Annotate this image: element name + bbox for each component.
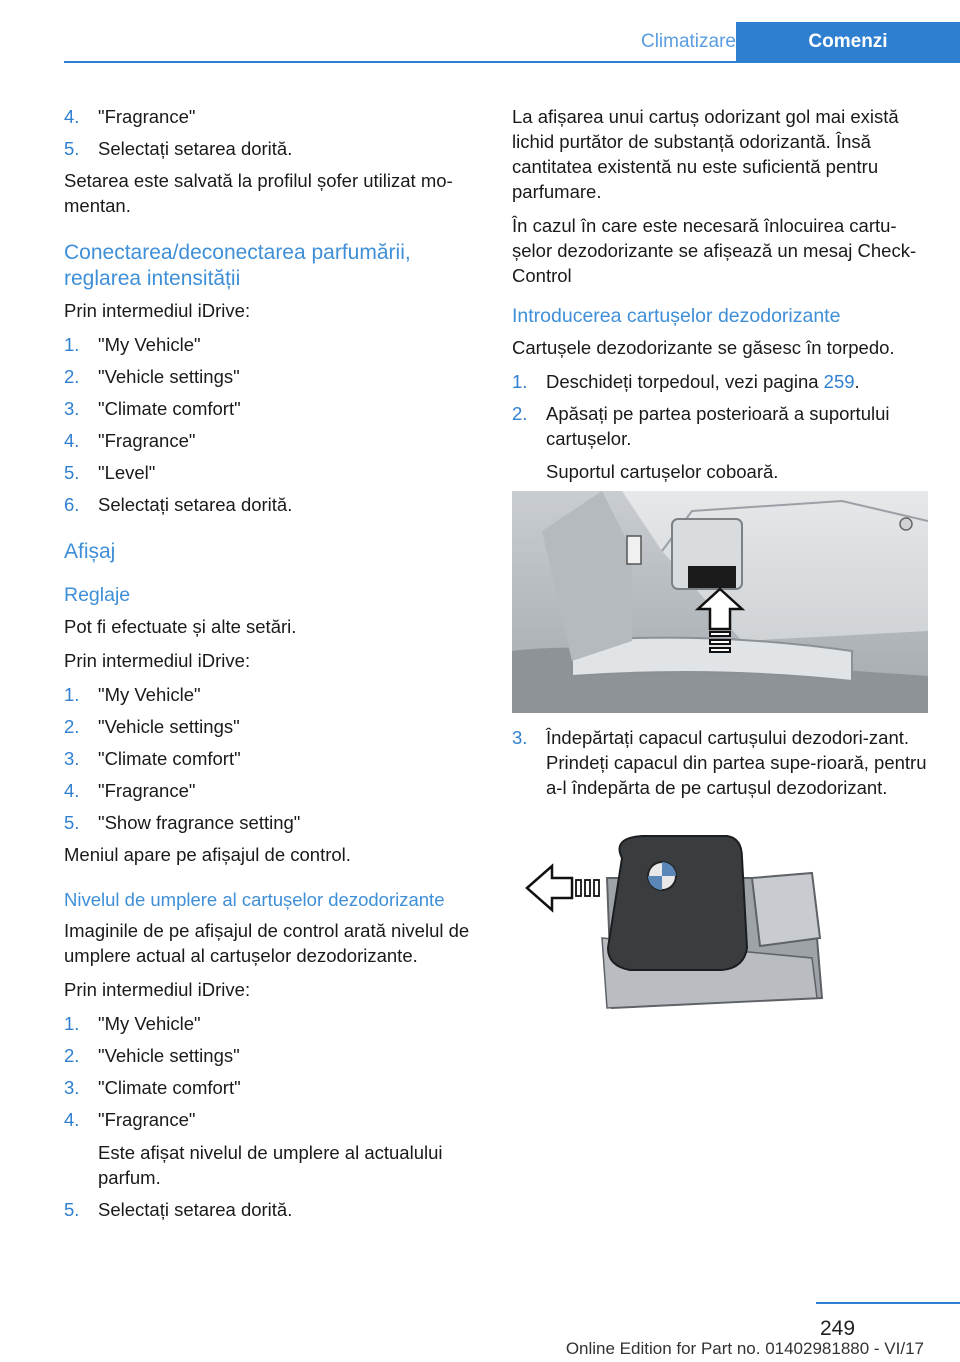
heading-settings: Reglaje xyxy=(64,584,131,606)
list-item xyxy=(64,396,476,421)
page-link[interactable]: 259 xyxy=(823,371,855,392)
step-text: Selectați setarea dorită. xyxy=(98,138,293,159)
list-item xyxy=(64,136,476,161)
steps-list-a xyxy=(64,104,476,161)
left-column xyxy=(64,104,476,1229)
list-item xyxy=(512,725,928,800)
step-text: "My Vehicle" xyxy=(98,1013,201,1034)
step-number: 4. xyxy=(64,106,80,127)
right-column xyxy=(512,104,928,1058)
step-number: 2. xyxy=(64,1045,80,1066)
empty-cartridge-paragraph: La afișarea unui cartuș odorizant gol mai există lichid purtător de substanță odorizantă. Însă cantitatea existentă nu este suficientă pentru parfumare. xyxy=(512,106,899,202)
heading-fill-level: Nivelul de umplere al cartușelor dezodorizante xyxy=(64,889,445,910)
list-item xyxy=(64,460,476,485)
step-text: "Vehicle settings" xyxy=(98,716,240,737)
page-number: 249 xyxy=(820,1317,856,1340)
step-number: 1. xyxy=(512,371,528,392)
menu-display-paragraph: Meniul apare pe afișajul de control. xyxy=(64,844,351,865)
step-number: 5. xyxy=(64,462,80,483)
step-number: 5. xyxy=(64,812,80,833)
step-text: "Climate comfort" xyxy=(98,1077,241,1098)
step-number: 3. xyxy=(512,727,528,748)
step-text: "Climate comfort" xyxy=(98,398,241,419)
step-text: "Fragrance" xyxy=(98,1109,196,1130)
step-number: 4. xyxy=(64,780,80,801)
list-item xyxy=(64,1075,476,1100)
list-item xyxy=(64,428,476,453)
step-number: 3. xyxy=(64,748,80,769)
step-number: 3. xyxy=(64,1077,80,1098)
page-header xyxy=(64,0,960,62)
cartridge-illustration xyxy=(512,818,928,1058)
list-item xyxy=(64,1011,476,1036)
step-text: "Fragrance" xyxy=(98,430,196,451)
list-item xyxy=(64,746,476,771)
step-text: Apăsați pe partea posterioară a suportului cartușelor. xyxy=(546,403,890,449)
fill-level-paragraph: Imaginile de pe afișajul de control arată nivelul de umplere actual al cartușelor dezodorizante. xyxy=(64,920,470,966)
step-number: 1. xyxy=(64,684,80,705)
list-item xyxy=(64,332,476,357)
step-end: . xyxy=(854,371,860,392)
idrive-intro: Prin intermediul iDrive: xyxy=(64,979,251,1000)
idrive-intro: Prin intermediul iDrive: xyxy=(64,300,251,321)
heading-display: Afișaj xyxy=(64,540,116,563)
glovebox-illustration xyxy=(512,491,928,713)
step-subtext: Este afișat nivelul de umplere al actualului parfum. xyxy=(98,1142,443,1188)
list-item xyxy=(64,1043,476,1068)
step-text: Îndepărtați capacul cartușului dezodori‐zant. Prindeți capacul din partea supe‐rioară, pentru a-l îndepărta de pe cartușul dezodorizant. xyxy=(546,727,927,798)
list-item xyxy=(64,1107,476,1190)
step-number: 3. xyxy=(64,398,80,419)
edition-footer: Online Edition for Part no. 01402981880 - VI/17 xyxy=(565,1339,924,1358)
active-section-tab[interactable]: Comenzi xyxy=(736,22,960,62)
step-number: 6. xyxy=(64,494,80,515)
replacement-paragraph: În cazul în care este necesară înlocuirea cartu‐șelor dezodorizante se afișează un mesaj Check-Control xyxy=(512,215,917,286)
step-number: 2. xyxy=(512,403,528,424)
step-text: "My Vehicle" xyxy=(98,684,201,705)
glovebox-paragraph: Cartușele dezodorizante se găsesc în torpedo. xyxy=(512,337,895,358)
step-text: "Level" xyxy=(98,462,156,483)
step-text: "Fragrance" xyxy=(98,780,196,801)
other-settings-paragraph: Pot fi efectuate și alte setări. xyxy=(64,616,297,637)
step-text: "Vehicle settings" xyxy=(98,1045,240,1066)
step-text: "Climate comfort" xyxy=(98,748,241,769)
step-number: 2. xyxy=(64,366,80,387)
list-item xyxy=(64,364,476,389)
step-number: 4. xyxy=(64,1109,80,1130)
step-text: "Show fragrance setting" xyxy=(98,812,301,833)
list-item xyxy=(64,104,476,129)
step-text: Deschideți torpedoul, vezi pagina xyxy=(546,371,824,392)
step-number: 4. xyxy=(64,430,80,451)
list-item xyxy=(64,810,476,835)
steps-list-b xyxy=(64,332,476,517)
step-number: 5. xyxy=(64,138,80,159)
steps-list-d xyxy=(64,1011,476,1222)
insert-steps-list-2 xyxy=(512,725,928,800)
step-text: "Fragrance" xyxy=(98,106,196,127)
list-item xyxy=(64,1197,476,1222)
idrive-intro: Prin intermediul iDrive: xyxy=(64,650,251,671)
step-number: 1. xyxy=(64,334,80,355)
list-item xyxy=(512,369,928,394)
footer-rule xyxy=(816,1302,960,1304)
step-number: 2. xyxy=(64,716,80,737)
list-item xyxy=(64,682,476,707)
step-text: Selectați setarea dorită. xyxy=(98,1199,293,1220)
step-number: 5. xyxy=(64,1199,80,1220)
heading-insert-cartridges: Introducerea cartușelor dezodorizante xyxy=(512,305,841,327)
section-tab[interactable]: Climatizare xyxy=(640,31,736,52)
step-text: "My Vehicle" xyxy=(98,334,201,355)
list-item xyxy=(64,714,476,739)
steps-list-c xyxy=(64,682,476,835)
insert-steps-list xyxy=(512,369,928,484)
list-item xyxy=(512,401,928,484)
step-subtext: Suportul cartușelor coboară. xyxy=(546,461,779,482)
list-item xyxy=(64,492,476,517)
heading-connect-fragrance: Conectarea/deconectarea parfumării, reglarea intensității xyxy=(64,241,411,290)
saved-profile-paragraph: Setarea este salvată la profilul șofer utilizat mo‐mentan. xyxy=(64,170,453,216)
step-number: 1. xyxy=(64,1013,80,1034)
list-item xyxy=(64,778,476,803)
step-text: "Vehicle settings" xyxy=(98,366,240,387)
header-rule xyxy=(64,61,960,63)
step-text: Selectați setarea dorită. xyxy=(98,494,293,515)
